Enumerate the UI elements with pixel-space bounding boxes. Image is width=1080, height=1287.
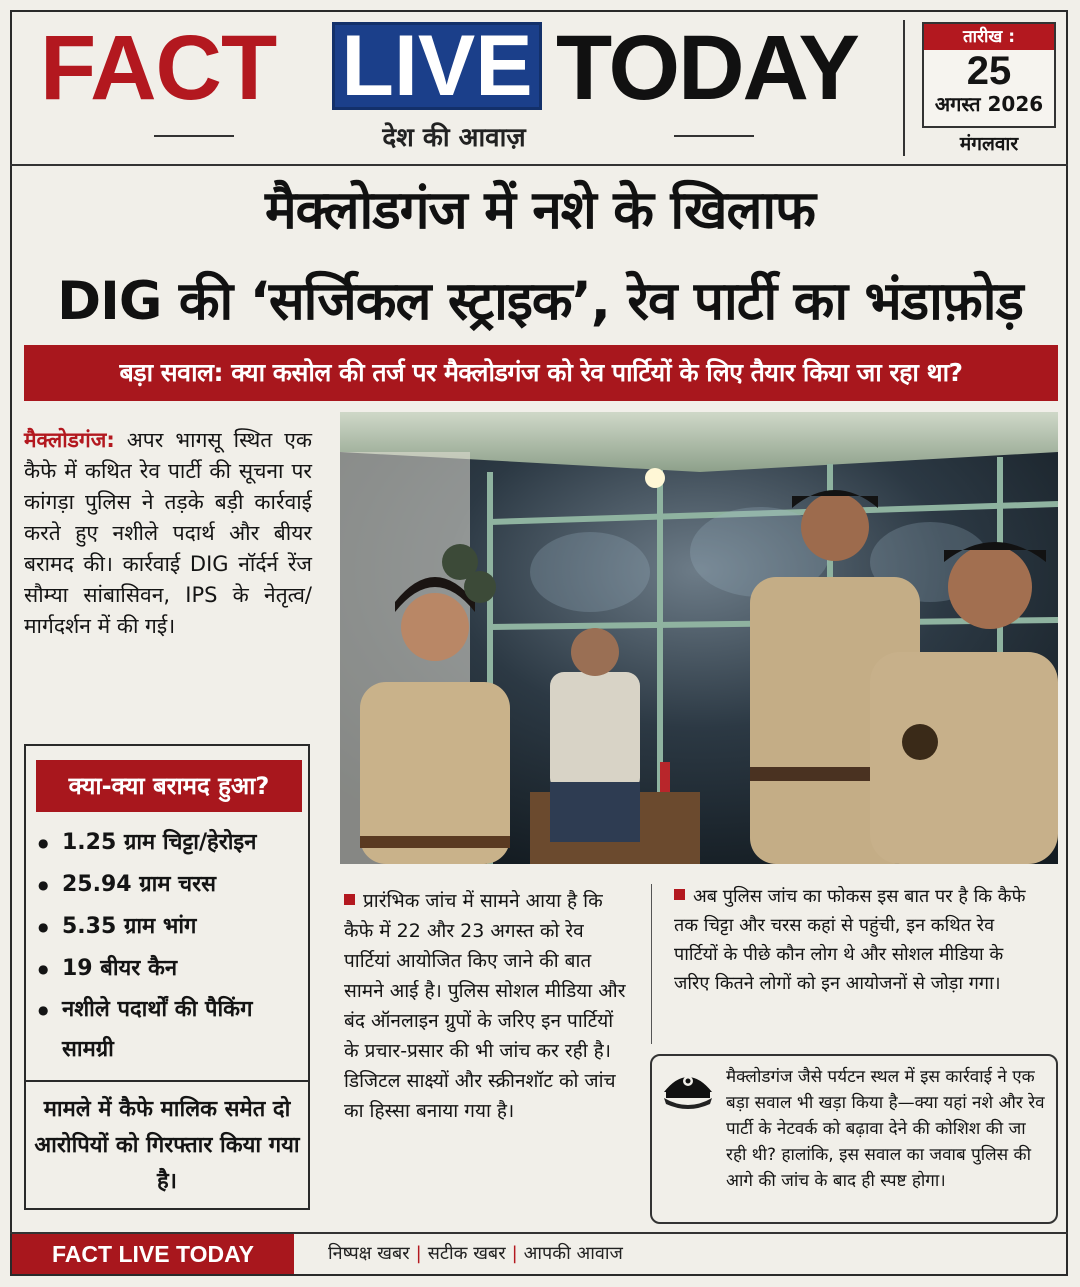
- callout-text: मैक्लोडगंज जैसे पर्यटन स्थल में इस कार्रवाई ने एक बड़ा सवाल भी खड़ा किया है—क्या यहां नशे और रेव पार्टी के नेटवर्क को बढ़ावा देने की कोशिश की जा रही थी? हालांकि, इस सवाल का जवाब पुलिस की आगे की जांच के बाद ही स्पष्ट होगा।: [726, 1067, 1045, 1191]
- date-day: 25: [966, 49, 1012, 93]
- news-photo: [340, 412, 1058, 864]
- article-column-3: [674, 882, 1040, 998]
- slogan-item: निष्पक्ष खबर: [328, 1243, 410, 1264]
- headline-line-2: DIG की ‘सर्जिकल स्ट्राइक’, रेव पार्टी का भंडाफ़ोड़: [57, 271, 1023, 332]
- seized-divider: [26, 1080, 308, 1082]
- lead-place: मैक्लोडगंज:: [24, 428, 115, 452]
- seized-item: ● 5.35 ग्राम भांग: [34, 906, 306, 948]
- question-banner: बड़ा सवाल: क्या कसोल की तर्ज पर मैक्लोडगंज को रेव पार्टियों के लिए तैयार किया जा रहा था?: [24, 345, 1058, 401]
- masthead-tagline: देश की आवाज़: [244, 118, 664, 154]
- arrest-note: मामले में कैफे मालिक समेत दो आरोपियों को गिरफ्तार किया गया है।: [34, 1097, 300, 1194]
- seized-title: क्या-क्या बरामद हुआ?: [36, 760, 302, 812]
- seized-item: ● नशीले पदार्थों की पैकिंग सामग्री: [34, 990, 306, 1070]
- headline-line-1: मैक्लोडगंज में नशे के खिलाफ: [264, 180, 816, 241]
- seized-list: [34, 822, 306, 1070]
- lead-text: अपर भागसू स्थित एक कैफे में कथित रेव पार्टी की सूचना पर कांगड़ा पुलिस ने तड़के बड़ी कार्रवाई करते हुए नशीले पदार्थ और बीयर बरामद की। कार्रवाई DIG नॉर्दर्न रेंज सौम्या सांबासिवन, IPS के नेतृत्व/ मार्गदर्शन में की गई।: [24, 428, 312, 638]
- article-column-2: [344, 886, 628, 1126]
- slogan-item: आपकी आवाज: [523, 1243, 623, 1264]
- slogan-separator: |: [415, 1243, 422, 1264]
- column2-text: प्रारंभिक जांच में सामने आया है कि कैफे में 22 और 23 अगस्त को रेव पार्टियां आयोजित किए जाने की बात सामने आई है। पुलिस सोशल मीडिया और बंद ऑनलाइन ग्रुपों के जरिए इन पार्टियों के प्रचार-प्रसार की भी जांच कर रही है। डिजिटल साक्ष्यों और स्क्रीनशॉट को जांच का हिस्सा बनाया गया है।: [344, 890, 626, 1122]
- lead-paragraph: [24, 425, 312, 642]
- masthead-today: TODAY: [556, 17, 858, 119]
- footer-slogan: [328, 1234, 623, 1274]
- date-month-year: अगस्त 2026: [934, 92, 1044, 116]
- footer-brand: FACT LIVE TODAY: [12, 1234, 294, 1274]
- date-weekday: मंगलवार: [959, 133, 1019, 155]
- date-label: तारीख :: [924, 24, 1054, 50]
- masthead-divider: [903, 20, 905, 156]
- police-cap-icon: [660, 1066, 716, 1112]
- bullet-square-icon: [344, 894, 355, 905]
- date-box: [922, 22, 1056, 128]
- seized-item: ● 1.25 ग्राम चिट्टा/हेरोइन: [34, 822, 306, 864]
- column3-text: अब पुलिस जांच का फोकस इस बात पर है कि कैफे तक चिट्टा और चरस कहां से पहुंची, इन कथित रेव पार्टियों के पीछे कौन लोग थे और सोशल मीडिया के जरिए कितने लोगों को इन आयोजनों से जोड़ा गगा।: [674, 886, 1026, 994]
- masthead-live: LIVE: [332, 22, 542, 110]
- seized-item: ● 25.94 ग्राम चरस: [34, 864, 306, 906]
- slogan-separator: |: [511, 1243, 518, 1264]
- police-raid-photo: [340, 412, 1058, 864]
- masthead-fact: FACT: [40, 17, 277, 119]
- masthead-rule: [10, 164, 1068, 166]
- column-divider: [651, 884, 652, 1044]
- bullet-square-icon: [674, 889, 685, 900]
- slogan-item: सटीक खबर: [427, 1243, 506, 1264]
- seized-item: ● 19 बीयर कैन: [34, 948, 306, 990]
